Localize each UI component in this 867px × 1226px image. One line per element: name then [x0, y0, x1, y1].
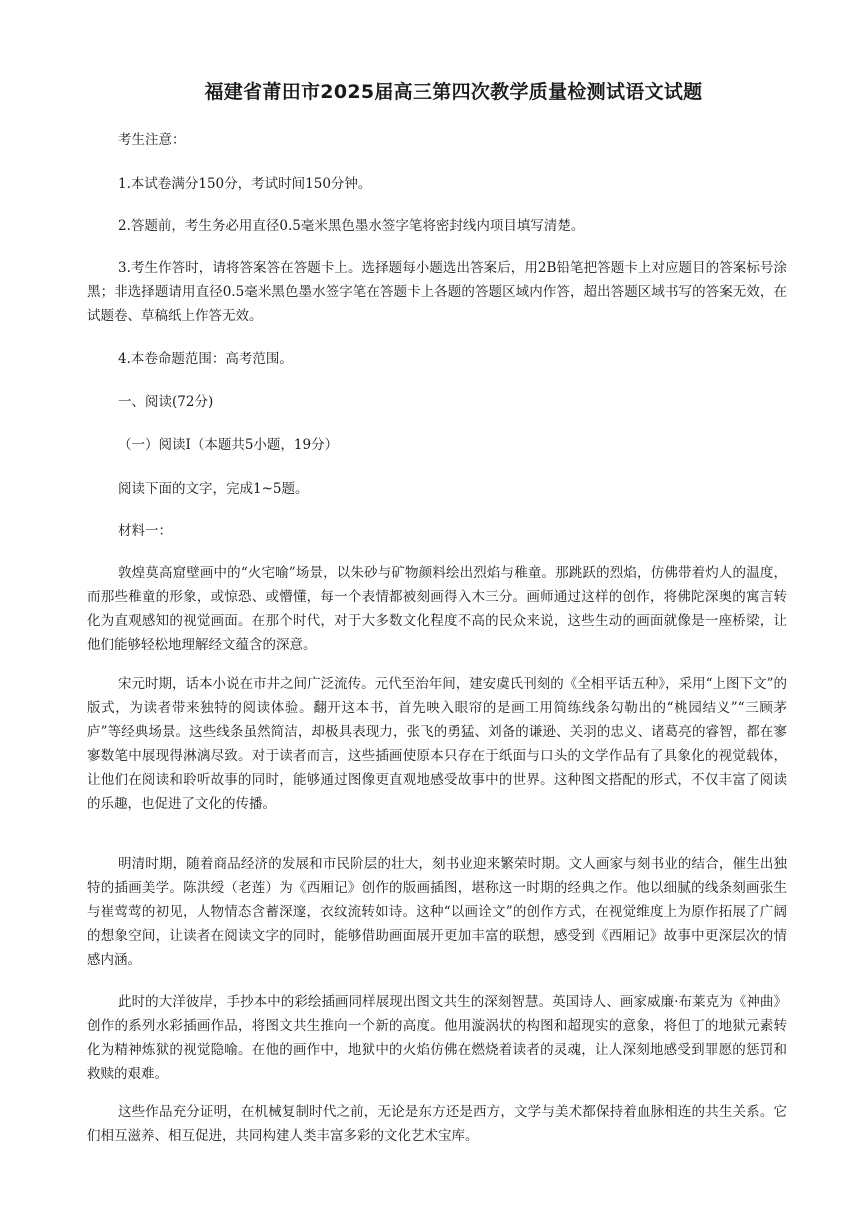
material-label: 材料一： — [118, 523, 172, 539]
notice-heading: 考生注意： — [118, 132, 186, 148]
body-paragraph: 宋元时期，话本小说在市井之间广泛流传。元代至治年间，建安虞氏刊刻的《全相平话五种》，采用“上图下文”的版式，为读者带来独特的阅读体验。翻开这本书，首先映入眼帘的是画工用简练线条勾勒出的“桃园结义”“三顾茅庐”等经典场景。这些线条虽然简洁，却极具表现力，张飞的勇猛、刘备的谦逊、关羽的忠义、诸葛亮的睿智，都在寥寥数笔中展现得淋漓尽致。对于读者而言，这些插画使原本只存在于纸面与口头的文学作品有了具象化的视觉载体，让他们在阅读和聆听故事的同时，能够通过图像更直观地感受故事中的世界。这种图文搭配的形式，不仅丰富了阅读的乐趣，也促进了文化的传播。 — [87, 676, 787, 812]
instruction-text: 阅读下面的文字，完成1~5题。 — [118, 481, 309, 497]
body-paragraph: 明清时期，随着商品经济的发展和市民阶层的壮大，刻书业迎来繁荣时期。文人画家与刻书业的结合，催生出独特的插画美学。陈洪绶（老莲）为《西厢记》创作的版画插图，堪称这一时期的经典之作。他以细腻的线条刻画张生与崔莺莺的初见，人物情态含蓄深邃，衣纹流转如诗。这种“以画诠文”的创作方式，在视觉维度上为原作拓展了广阔的想象空间，让读者在阅读文字的同时，能够借助画面展开更加丰富的联想，感受到《西厢记》故事中更深层次的情感内涵。 — [87, 856, 787, 968]
section-heading: 一、阅读(72分) — [118, 394, 214, 410]
body-paragraph: 这些作品充分证明，在机械复制时代之前，无论是东方还是西方，文学与美术都保持着血脉相连的共生关系。它们相互滋养、相互促进，共同构建人类丰富多彩的文化艺术宝库。 — [87, 1104, 787, 1144]
notice-item: 1.本试卷满分150分，考试时间150分钟。 — [118, 176, 372, 192]
notice-item: 3.考生作答时，请将答案答在答题卡上。选择题每小题选出答案后，用2B铅笔把答题卡上对应题目的答案标号涂黑；非选择题请用直径0.5毫米黑色墨水签字笔在答题卡上各题的答题区域内作答，超出答题区域书写的答案无效，在试题卷、草稿纸上作答无效。 — [87, 260, 787, 324]
body-paragraph: 此时的大洋彼岸，手抄本中的彩绘插画同样展现出图文共生的深刻智慧。英国诗人、画家威廉·布莱克为《神曲》创作的系列水彩插画作品，将图文共生推向一个新的高度。他用漩涡状的构图和超现实的意象，将但丁的地狱元素转化为精神炼狱的视觉隐喻。在他的画作中，地狱中的火焰仿佛在燃烧着读者的灵魂，让人深刻地感受到罪愿的惩罚和救赎的艰难。 — [87, 994, 787, 1082]
body-paragraph: 敦煌莫高窟壁画中的“火宅喻”场景，以朱砂与矿物颜料绘出烈焰与稚童。那跳跃的烈焰，仿佛带着灼人的温度，而那些稚童的形象，或惊恐、或懵懂，每一个表情都被刻画得入木三分。画师通过这样的创作，将佛陀深奥的寓言转化为直观感知的视觉画面。在那个时代，对于大多数文化程度不高的民众来说，这些生动的画面就像是一座桥梁，让他们能够轻松地理解经文蕴含的深意。 — [87, 565, 787, 653]
page-title: 福建省莆田市2025届高三第四次教学质量检测试语文试题 — [204, 81, 703, 103]
subsection-heading: （一）阅读Ⅰ（本题共5小题，19分） — [118, 437, 339, 453]
notice-item: 4.本卷命题范围：高考范围。 — [118, 351, 293, 367]
notice-item: 2.答题前，考生务必用直径0.5毫米黑色墨水签字笔将密封线内项目填写清楚。 — [118, 218, 585, 234]
